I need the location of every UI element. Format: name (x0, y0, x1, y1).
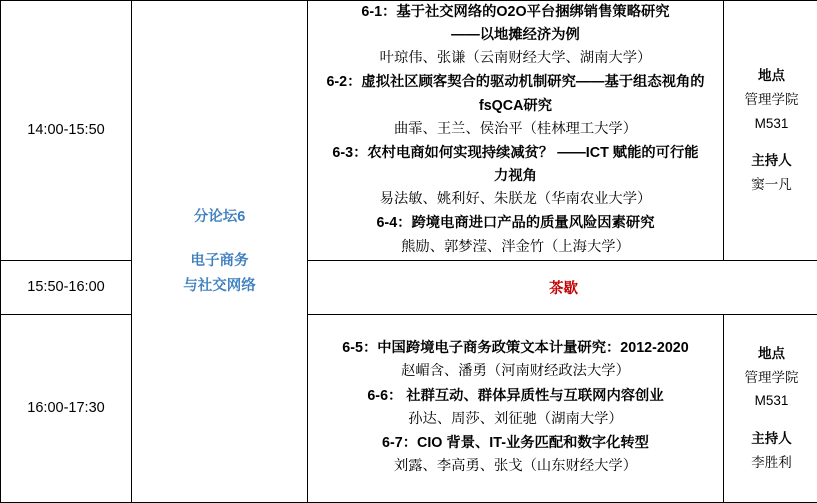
papers-cell-slot1 (308, 1, 724, 261)
table-row (1, 260, 817, 314)
break-cell: 茶歇 (308, 260, 817, 314)
time-cell-break: 15:50-16:00 (1, 260, 132, 314)
session-cell (132, 1, 308, 503)
paper-title: 6-7：CIO 背景、IT-业务匹配和数字化转型 (308, 432, 723, 455)
list-item (308, 385, 723, 431)
paper-authors: 曲霏、王兰、侯治平（桂林理工大学） (308, 118, 723, 141)
spacer (724, 135, 817, 149)
paper-title: 6-3：农村电商如何实现持续减贫？ ——ICT 赋能的可行能 (308, 142, 723, 165)
session-subtitle-line2: 与社交网络 (132, 274, 307, 299)
host-name: 窦一凡 (724, 173, 817, 197)
host-name: 李胜利 (724, 451, 817, 475)
paper-title: 6-5：中国跨境电子商务政策文本计量研究：2012-2020 (308, 337, 723, 360)
list-item (308, 432, 723, 478)
place-building: 管理学院 (724, 366, 817, 390)
paper-title-line2: fsQCA研究 (308, 95, 723, 118)
paper-title: 6-6： 社群互动、群体异质性与互联网内容创业 (308, 385, 723, 408)
session-title: 分论坛6 (132, 204, 307, 232)
list-item (308, 71, 723, 140)
paper-authors: 叶琼伟、张谦（云南财经大学、湖南大学） (308, 47, 723, 70)
host-label: 主持人 (724, 149, 817, 173)
place-room: M531 (724, 112, 817, 136)
session-subtitle-line1: 电子商务 (132, 249, 307, 274)
place-building: 管理学院 (724, 88, 817, 112)
table-row (1, 314, 817, 502)
place-label: 地点 (724, 64, 817, 88)
list-item (308, 142, 723, 211)
host-label: 主持人 (724, 427, 817, 451)
spacer (724, 413, 817, 427)
list-item (308, 1, 723, 70)
paper-authors: 刘露、李高勇、张戈（山东财经大学） (308, 455, 723, 478)
place-cell-slot1 (724, 1, 817, 261)
place-label: 地点 (724, 342, 817, 366)
paper-authors: 孙达、周莎、刘征驰（湖南大学） (308, 408, 723, 431)
paper-title-line2: ——以地摊经济为例 (308, 24, 723, 47)
time-cell-slot1: 14:00-15:50 (1, 1, 132, 261)
paper-authors: 赵嵋含、潘勇（河南财经政法大学） (308, 360, 723, 383)
paper-authors: 易法敏、姚利好、朱朕龙（华南农业大学） (308, 188, 723, 211)
paper-title-line2: 力视角 (308, 165, 723, 188)
time-cell-slot2: 16:00-17:30 (1, 314, 132, 502)
place-room: M531 (724, 389, 817, 413)
list-item (308, 337, 723, 383)
papers-cell-slot2 (308, 314, 724, 502)
paper-title: 6-4：跨境电商进口产品的质量风险因素研究 (308, 212, 723, 235)
paper-title: 6-2：虚拟社区顾客契合的驱动机制研究——基于组态视角的 (308, 71, 723, 94)
place-cell-slot2 (724, 314, 817, 502)
paper-authors: 熊励、郭梦滢、泮金竹（上海大学） (308, 236, 723, 259)
list-item (308, 212, 723, 258)
paper-title: 6-1：基于社交网络的O2O平台捆绑销售策略研究 (308, 1, 723, 24)
table-row (1, 1, 817, 261)
